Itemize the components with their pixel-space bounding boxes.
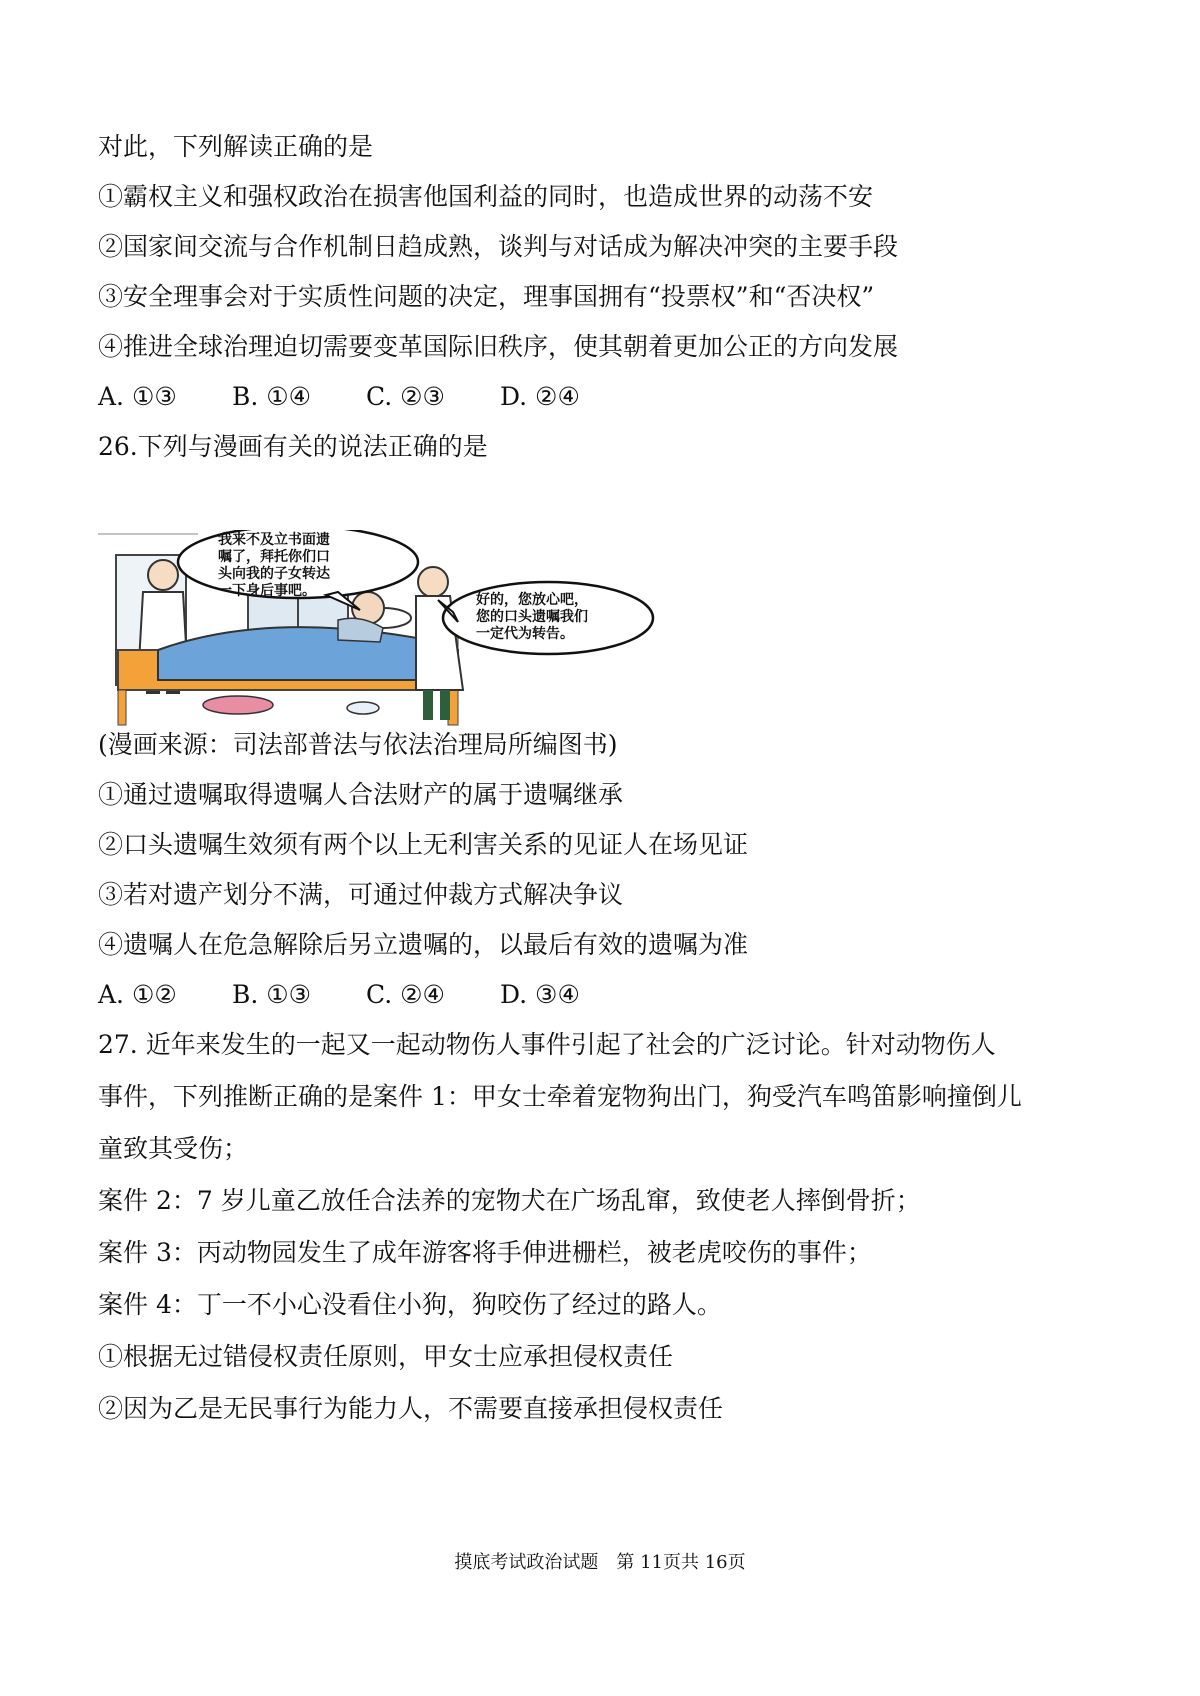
- basin: [203, 696, 273, 714]
- q27-stem-line-2: 事件，下列推断正确的是案件 1：甲女士牵着宠物狗出门，狗受汽车鸣笛影响撞倒儿: [98, 1082, 1022, 1111]
- q25-item-1: ①霸权主义和强权政治在损害他国利益的同时，也造成世界的动荡不安: [98, 182, 874, 211]
- q25-item-3: ③安全理事会对于实质性问题的决定，理事国拥有“投票权”和“否决权”: [98, 282, 875, 311]
- q27-stem-line-3: 童致其受伤；: [98, 1134, 249, 1163]
- q25-item-4: ④推进全球治理迫切需要变革国际旧秩序，使其朝着更加公正的方向发展: [98, 332, 899, 361]
- cartoon-source: (漫画来源：司法部普法与依法治理局所编图书): [98, 730, 618, 759]
- patient-speech: [218, 532, 330, 600]
- q26-stem: 26.下列与漫画有关的说法正确的是: [98, 432, 488, 461]
- q27-case-4: 案件 4：丁一不小心没看住小狗，狗咬伤了经过的路人。: [98, 1290, 722, 1319]
- nurse-speech: [476, 592, 588, 643]
- q26-option-d: D. ③④: [500, 980, 580, 1009]
- q26-item-2: ②口头遗嘱生效须有两个以上无利害关系的见证人在场见证: [98, 830, 749, 859]
- q25-options: [98, 380, 580, 414]
- q26-option-c: C. ②④: [366, 980, 445, 1009]
- q25-option-b: B. ①④: [232, 382, 312, 411]
- nurse-speech-line: 您的口头遗嘱我们: [476, 609, 588, 625]
- q26-option-a: A. ①②: [98, 980, 177, 1009]
- nurse-head: [418, 567, 448, 597]
- nurse-speech-line: 一定代为转告。: [476, 626, 574, 642]
- q25-option-d: D. ②④: [500, 382, 580, 411]
- nurse-speech-line: 好的，您放心吧，: [476, 592, 588, 608]
- q27-stem-line-1: 27. 近年来发生的一起又一起动物伤人事件引起了社会的广泛讨论。针对动物伤人: [98, 1030, 996, 1059]
- q26-item-3: ③若对遗产划分不满，可通过仲裁方式解决争议: [98, 880, 624, 909]
- cartoon-illustration: [98, 530, 658, 730]
- q25-item-2: ②国家间交流与合作机制日趋成熟，谈判与对话成为解决冲突的主要手段: [98, 232, 899, 261]
- q25-stem: 对此，下列解读正确的是: [98, 132, 374, 161]
- q27-case-2: 案件 2：7 岁儿童乙放任合法养的宠物犬在广场乱窜，致使老人摔倒骨折；: [98, 1186, 921, 1215]
- patient-speech-line: 我来不及立书面遗: [218, 532, 330, 548]
- q25-option-c: C. ②③: [366, 382, 445, 411]
- q27-item-2: ②因为乙是无民事行为能力人，不需要直接承担侵权责任: [98, 1394, 724, 1423]
- q26-options: [98, 978, 580, 1012]
- q25-option-a: A. ①③: [98, 382, 177, 411]
- patient-speech-line: 头向我的子女转达: [218, 566, 330, 582]
- doctor-head: [148, 560, 178, 590]
- q26-option-b: B. ①③: [232, 980, 312, 1009]
- page-footer: 摸底考试政治试题 第 11页共 16页: [454, 1552, 746, 1573]
- patient-speech-line: 嘱了，拜托你们口: [218, 549, 330, 565]
- q26-item-4: ④遗嘱人在危急解除后另立遗嘱的，以最后有效的遗嘱为准: [98, 930, 749, 959]
- q26-item-1: ①通过遗嘱取得遗嘱人合法财产的属于遗嘱继承: [98, 780, 624, 809]
- q27-case-3: 案件 3：丙动物园发生了成年游客将手伸进栅栏，被老虎咬伤的事件；: [98, 1238, 872, 1267]
- patient-speech-line: 一下身后事吧。: [218, 583, 316, 599]
- q27-item-1: ①根据无过错侵权责任原则，甲女士应承担侵权责任: [98, 1342, 674, 1371]
